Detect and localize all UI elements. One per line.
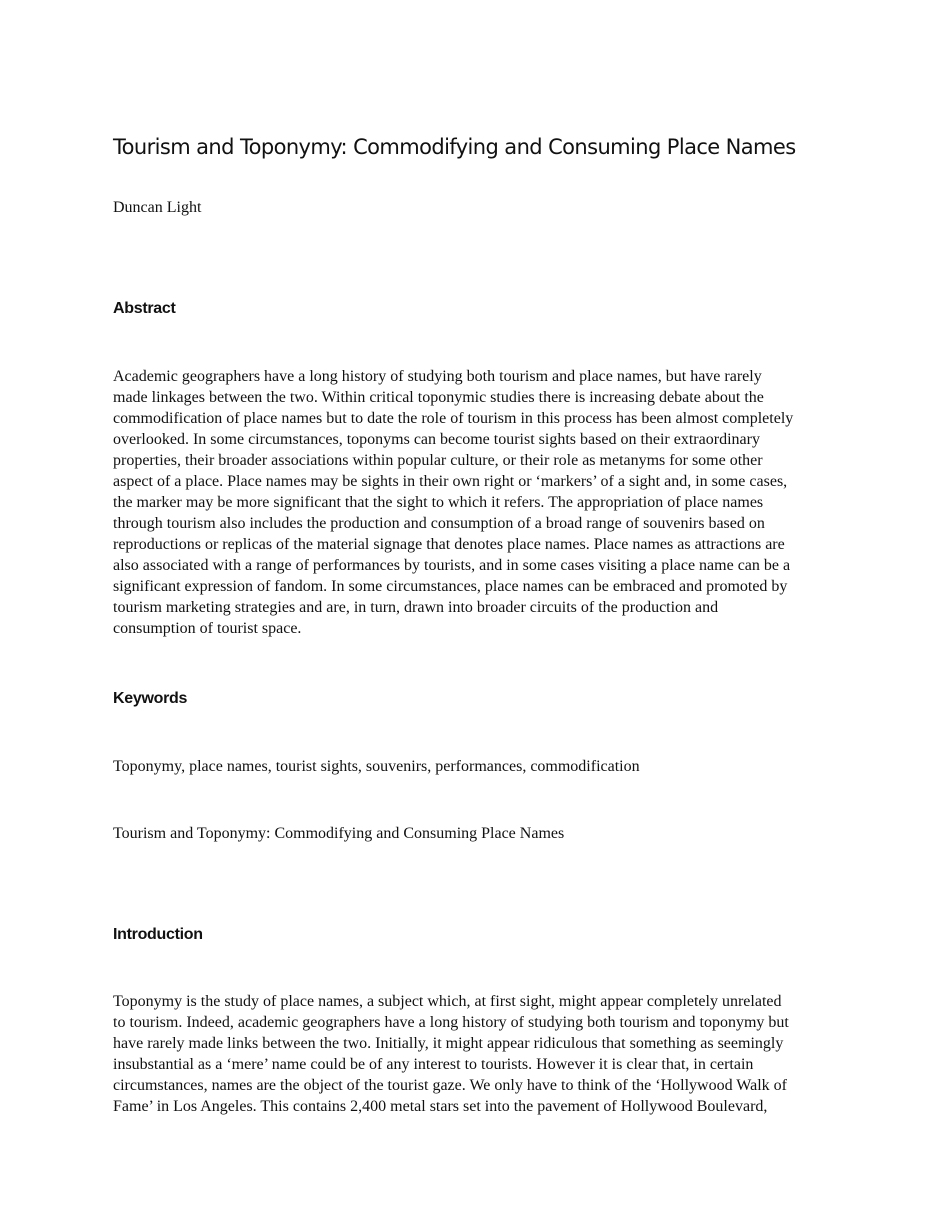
introduction-line: insubstantial as a ‘mere’ name could be of any interest to tourists. However it is clear that, in certain xyxy=(113,1056,754,1073)
paper-title: Tourism and Toponymy: Commodifying and Consuming Place Names xyxy=(113,135,796,159)
introduction-paragraph xyxy=(113,991,789,1117)
abstract-line: through tourism also includes the production and consumption of a broad range of souvenirs based on xyxy=(113,515,765,532)
abstract-heading: Abstract xyxy=(113,300,176,317)
author-name: Duncan Light xyxy=(113,199,202,216)
abstract-line: tourism marketing strategies and are, in turn, drawn into broader circuits of the production and xyxy=(113,599,719,616)
keywords-list: Toponymy, place names, tourist sights, souvenirs, performances, commodification xyxy=(113,758,640,775)
abstract-line: Academic geographers have a long history of studying both tourism and place names, but have rarely xyxy=(113,368,762,385)
repeated-title: Tourism and Toponymy: Commodifying and Consuming Place Names xyxy=(113,825,565,842)
abstract-line: commodification of place names but to date the role of tourism in this process has been almost completely xyxy=(113,410,794,427)
introduction-heading: Introduction xyxy=(113,926,203,943)
abstract-line: properties, their broader associations within popular culture, or their role as metanyms for some other xyxy=(113,452,763,469)
introduction-line: have rarely made links between the two. Initially, it might appear ridiculous that something as seemingly xyxy=(113,1035,784,1052)
abstract-line: the marker may be more significant that the sight to which it refers. The appropriation of place names xyxy=(113,494,764,511)
introduction-line: to tourism. Indeed, academic geographers have a long history of studying both tourism and toponymy but xyxy=(113,1014,789,1031)
abstract-line: aspect of a place. Place names may be sights in their own right or ‘markers’ of a sight and, in some cases, xyxy=(113,473,788,490)
introduction-line: Toponymy is the study of place names, a subject which, at first sight, might appear completely unrelated xyxy=(113,993,782,1010)
introduction-line: Fame’ in Los Angeles. This contains 2,400 metal stars set into the pavement of Hollywood Boulevard, xyxy=(113,1098,768,1115)
abstract-line: significant expression of fandom. In some circumstances, place names can be embraced and promoted by xyxy=(113,578,788,595)
keywords-heading: Keywords xyxy=(113,690,188,707)
abstract-line: reproductions or replicas of the material signage that denotes place names. Place names as attractions are xyxy=(113,536,785,553)
introduction-line: circumstances, names are the object of the tourist gaze. We only have to think of the ‘Hollywood Walk of xyxy=(113,1077,787,1094)
abstract-line: also associated with a range of performances by tourists, and in some cases visiting a place name can be a xyxy=(113,557,791,574)
abstract-line: consumption of tourist space. xyxy=(113,620,302,637)
abstract-line: overlooked. In some circumstances, toponyms can become tourist sights based on their extraordinary xyxy=(113,431,760,448)
abstract-paragraph xyxy=(113,366,793,639)
abstract-line: made linkages between the two. Within critical toponymic studies there is increasing debate about the xyxy=(113,389,764,406)
